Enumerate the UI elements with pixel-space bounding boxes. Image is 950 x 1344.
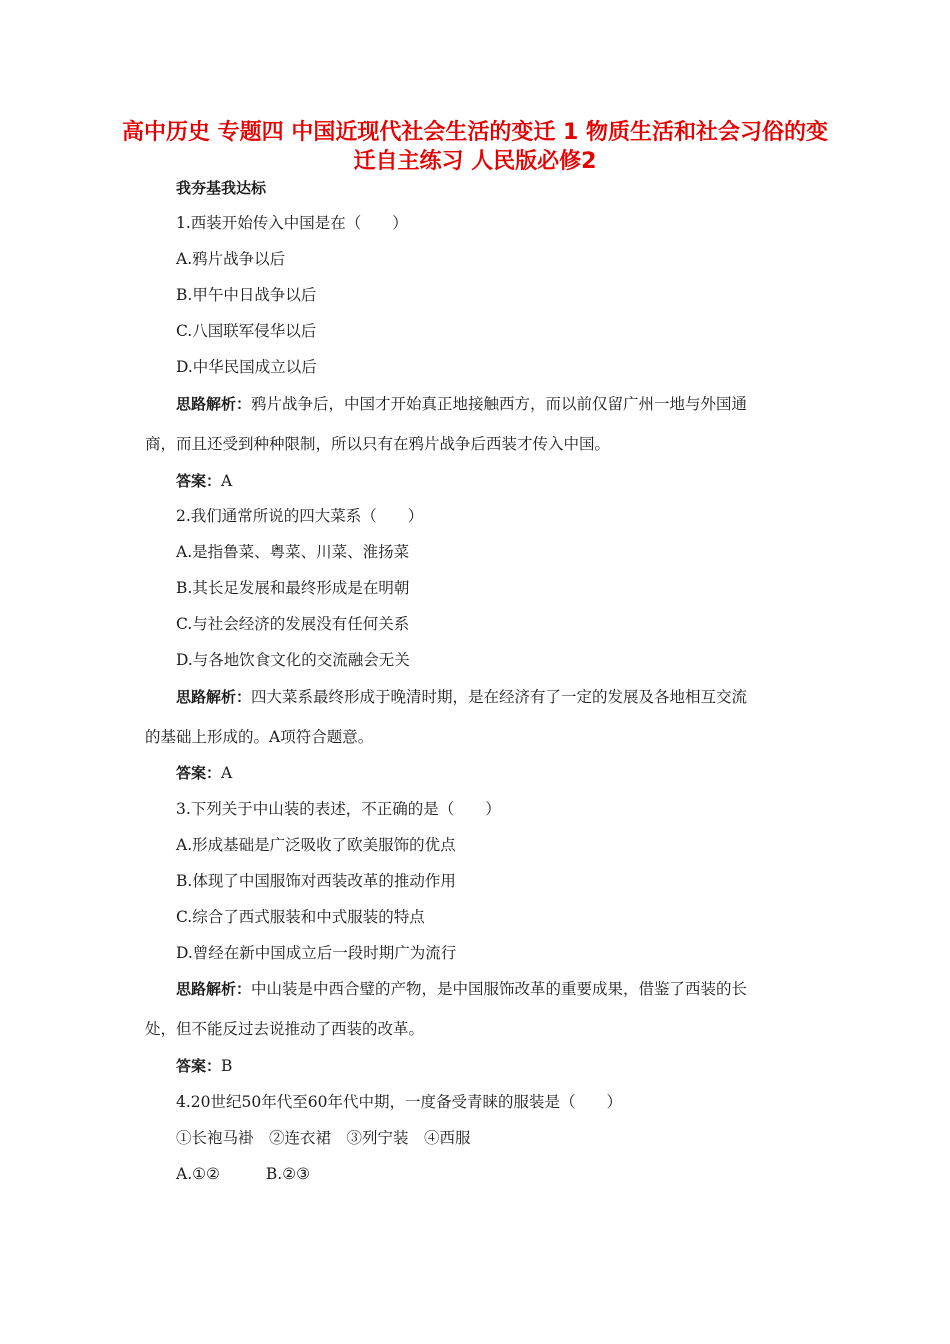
option: A.形成基础是广泛吸收了欧美服饰的优点: [176, 836, 456, 854]
option: B.②③: [265, 1165, 311, 1183]
analysis-label: 思路解析：: [176, 980, 252, 998]
analysis-continuation: 商，而且还受到种种限制，所以只有在鸦片战争后西装才传入中国。: [145, 435, 611, 453]
option: A.①②: [176, 1165, 220, 1183]
document-title: 高中历史 专题四 中国近现代社会生活的变迁 1 物质生活和社会习俗的变迁自主练习 人民版必修2: [122, 120, 828, 174]
answer-label: 答案：: [176, 472, 222, 490]
answer-line: [176, 470, 232, 492]
option: B.其长足发展和最终形成是在明朝: [176, 579, 410, 597]
analysis-text: 中山装是中西合璧的产物，是中国服饰改革的重要成果，借鉴了西装的长: [251, 980, 748, 998]
option: C.与社会经济的发展没有任何关系: [176, 615, 410, 633]
option: C.综合了西式服装和中式服装的特点: [176, 908, 425, 926]
option: B.体现了中国服饰对西装改革的推动作用: [176, 872, 456, 890]
analysis-continuation: 处，但不能反过去说推动了西装的改革。: [145, 1020, 425, 1038]
question-stem: 2.我们通常所说的四大菜系（ ）: [176, 507, 424, 525]
option: D.与各地饮食文化的交流融会无关: [176, 651, 410, 669]
question-stem: 3.下列关于中山装的表述，不正确的是（ ）: [176, 800, 501, 818]
section-heading: 我夯基我达标: [176, 179, 267, 197]
analysis-label: 思路解析：: [176, 688, 252, 706]
analysis-continuation: 的基础上形成的。A项符合题意。: [145, 728, 374, 746]
answer-value: A: [221, 764, 233, 782]
analysis-text: 四大菜系最终形成于晚清时期，是在经济有了一定的发展及各地相互交流: [251, 688, 748, 706]
option-row: [176, 1163, 310, 1185]
option: A.是指鲁菜、粤菜、川菜、淮扬菜: [176, 543, 410, 561]
answer-value: B: [221, 1057, 233, 1075]
analysis-line: [176, 393, 747, 415]
option: B.甲午中日战争以后: [176, 286, 317, 304]
analysis-line: [176, 978, 747, 1000]
question-stem: 1.西装开始传入中国是在（ ）: [176, 214, 408, 232]
option: D.曾经在新中国成立后一段时期广为流行: [176, 944, 457, 962]
option: A.鸦片战争以后: [176, 250, 286, 268]
option: C.八国联军侵华以后: [176, 322, 317, 340]
analysis-text: 鸦片战争后，中国才开始真正地接触西方，而以前仅留广州一地与外国通: [251, 395, 748, 413]
answer-value: A: [221, 472, 233, 490]
question-stem: 4.20世纪50年代至60年代中期，一度备受青睐的服装是（ ）: [176, 1093, 622, 1111]
analysis-label: 思路解析：: [176, 395, 252, 413]
answer-line: [176, 762, 232, 784]
answer-label: 答案：: [176, 1057, 222, 1075]
analysis-line: [176, 686, 747, 708]
answer-label: 答案：: [176, 764, 222, 782]
answer-line: [176, 1055, 232, 1077]
option: D.中华民国成立以后: [176, 358, 317, 376]
choice-items: ①长袍马褂 ②连衣裙 ③列宁装 ④西服: [176, 1129, 471, 1147]
